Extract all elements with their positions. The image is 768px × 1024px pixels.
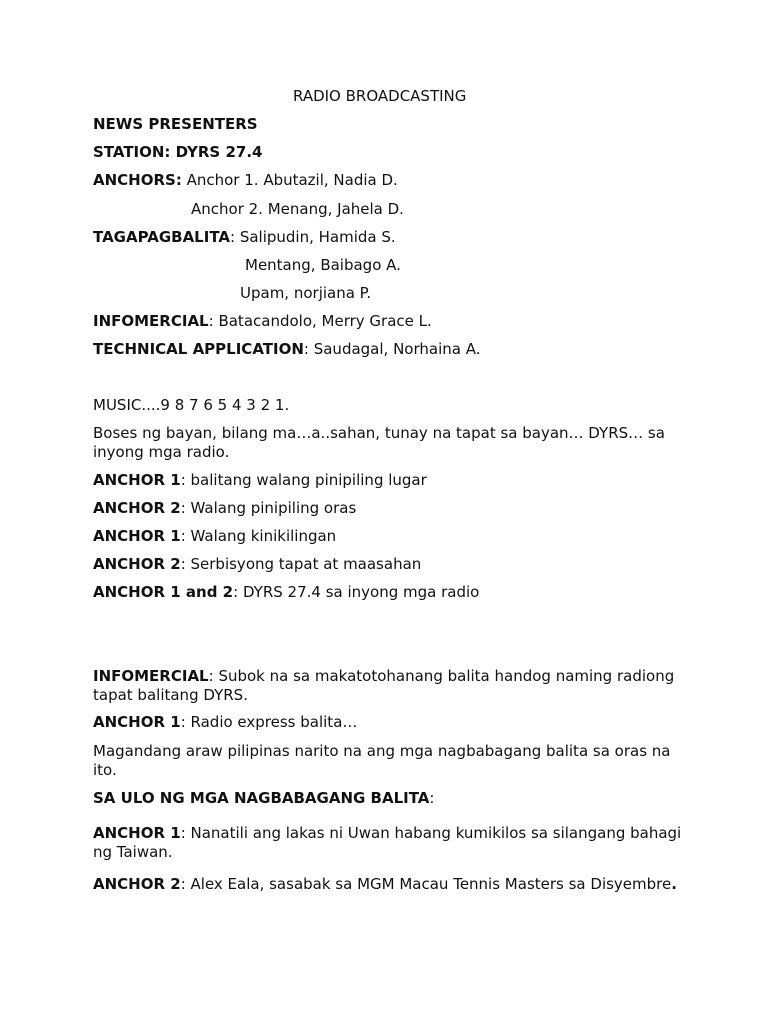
anchor1-name: Anchor 1. Abutazil, Nadia D. xyxy=(186,171,398,189)
script-line: ANCHOR 1 and 2: DYRS 27.4 sa inyong mga radio xyxy=(93,583,480,601)
tagapagbalita-line: TAGAPAGBALITA: Salipudin, Hamida S. xyxy=(93,228,396,246)
document-title: RADIO BROADCASTING xyxy=(293,87,467,105)
anchor2-name: Anchor 2. Menang, Jahela D. xyxy=(191,200,404,218)
anchors-line xyxy=(93,171,398,190)
script-line: ANCHOR 2: Walang pinipiling oras xyxy=(93,499,357,517)
infomercial-paragraph: INFOMERCIAL: Subok na sa makatotohanang balita handog naming radiong tapat balitang DYRS. xyxy=(93,667,675,704)
anchor1-express-line: ANCHOR 1: Radio express balita… xyxy=(93,713,358,731)
infomercial-credit-line: INFOMERCIAL: Batacandolo, Merry Grace L. xyxy=(93,312,432,330)
script-line: ANCHOR 2: Serbisyong tapat at maasahan xyxy=(93,555,422,573)
news-presenters-heading: NEWS PRESENTERS xyxy=(93,115,258,133)
headline-item: ANCHOR 1: Nanatili ang lakas ni Uwan habang kumikilos sa silangang bahagi ng Taiwan. xyxy=(93,824,682,861)
headlines-heading: SA ULO NG MGA NAGBABAGANG BALITA: xyxy=(93,789,435,807)
music-line: MUSIC....9 8 7 6 5 4 3 2 1. xyxy=(93,396,290,414)
technical-line: TECHNICAL APPLICATION: Saudagal, Norhaina A. xyxy=(93,340,481,358)
script-line: ANCHOR 1: balitang walang pinipiling lugar xyxy=(93,471,427,489)
tagapagbalita-name-2: Mentang, Baibago A. xyxy=(245,256,401,274)
greeting-paragraph: Magandang araw pilipinas narito na ang mga nagbabagang balita sa oras na ito. xyxy=(93,742,671,779)
anchors-label: ANCHORS: xyxy=(93,171,182,189)
intro-paragraph: Boses ng bayan, bilang ma…a..sahan, tunay na tapat sa bayan… DYRS… sa inyong mga radio. xyxy=(93,424,665,461)
tagapagbalita-label: TAGAPAGBALITA xyxy=(93,228,230,246)
headline-item: ANCHOR 2: Alex Eala, sasabak sa MGM Macau Tennis Masters sa Disyembre. xyxy=(93,875,677,893)
script-line: ANCHOR 1: Walang kinikilingan xyxy=(93,527,337,545)
station-line: STATION: DYRS 27.4 xyxy=(93,143,263,161)
tagapagbalita-name-3: Upam, norjiana P. xyxy=(240,284,372,302)
